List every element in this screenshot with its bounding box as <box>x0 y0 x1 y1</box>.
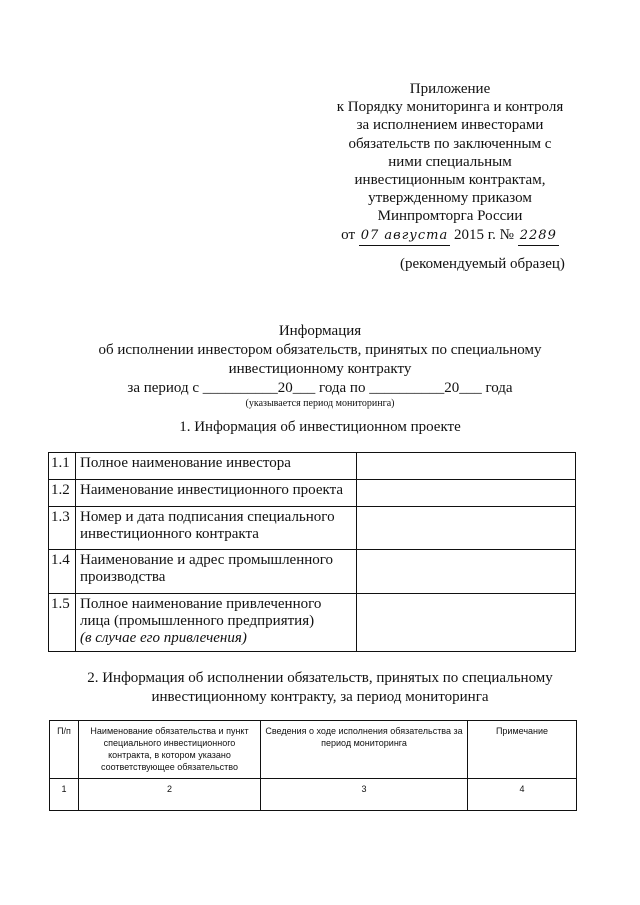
project-info-table <box>48 452 576 652</box>
row-label: Номер и дата подписания специального инвестиционного контракта <box>76 507 357 550</box>
title-line: инвестиционному контракту <box>228 361 412 377</box>
appendix-line: за исполнением инвесторами <box>356 117 544 134</box>
row-label: Полное наименование инвестора <box>76 453 357 480</box>
table-row <box>49 480 576 507</box>
column-number: 3 <box>261 779 468 811</box>
heading-line: 2. Информация об исполнении обязательств, принятых по специальному <box>87 670 553 686</box>
row-number: 1.2 <box>49 480 76 507</box>
column-number: 2 <box>79 779 261 811</box>
column-number: 4 <box>468 779 577 811</box>
appendix-line: утвержденному приказом <box>368 190 532 207</box>
column-header: Наименование обязательства и пункт специального инвестиционного контракта, в котором указано соответствующее обязательство <box>79 721 261 779</box>
section1-heading: 1. Информация об инвестиционном проекте <box>179 419 461 435</box>
heading-line: инвестиционному контракту, за период мониторинга <box>151 689 489 705</box>
table-row <box>49 507 576 550</box>
column-header: П/п <box>50 721 79 779</box>
date-year: 2015 г. № <box>453 226 514 243</box>
appendix-line: Минпромторга России <box>377 208 523 225</box>
sample-note: (рекомендуемый образец) <box>400 256 565 272</box>
period-line: за период с __________20___ года по __________20___ года <box>127 380 513 396</box>
row-label-cell <box>76 594 357 652</box>
row-label: Наименование и адрес промышленного производства <box>76 550 357 594</box>
row-label: Наименование инвестиционного проекта <box>76 480 357 507</box>
handwritten-number: 2289 <box>518 227 559 246</box>
table-header-row <box>50 721 577 779</box>
section2-heading <box>0 669 640 707</box>
appendix-line: ними специальным <box>388 153 512 170</box>
appendix-line: Приложение <box>409 81 491 97</box>
handwritten-date: 07 августа <box>359 227 450 246</box>
row-label: Полное наименование привлеченного лица (промышленного предприятия) <box>80 596 322 629</box>
row-value-cell <box>357 550 576 594</box>
document-title <box>0 322 640 410</box>
appendix-line: инвестиционным контрактам, <box>354 172 546 189</box>
appendix-line: обязательств по заключенным с <box>348 135 552 152</box>
column-number: 1 <box>50 779 79 811</box>
title-line: Информация <box>278 323 362 339</box>
table-row <box>50 779 577 811</box>
appendix-block <box>300 80 600 246</box>
obligations-table <box>49 720 577 811</box>
appendix-line: к Порядку мониторинга и контроля <box>336 99 564 116</box>
date-prefix: от <box>341 226 355 243</box>
row-value-cell <box>357 507 576 550</box>
column-header: Сведения о ходе исполнения обязательства за период мониторинга <box>261 721 468 779</box>
row-note: (в случае его привлечения) <box>80 630 247 646</box>
row-value-cell <box>357 594 576 652</box>
row-number: 1.3 <box>49 507 76 550</box>
row-value-cell <box>357 480 576 507</box>
order-date-line <box>300 226 600 246</box>
column-header: Примечание <box>468 721 577 779</box>
row-number: 1.4 <box>49 550 76 594</box>
table-row <box>49 550 576 594</box>
table-row <box>49 594 576 652</box>
row-number: 1.5 <box>49 594 76 652</box>
row-number: 1.1 <box>49 453 76 480</box>
row-value-cell <box>357 453 576 480</box>
table-row <box>49 453 576 480</box>
title-line: об исполнении инвестором обязательств, принятых по специальному <box>98 342 542 358</box>
period-hint: (указывается период мониторинга) <box>245 398 395 409</box>
